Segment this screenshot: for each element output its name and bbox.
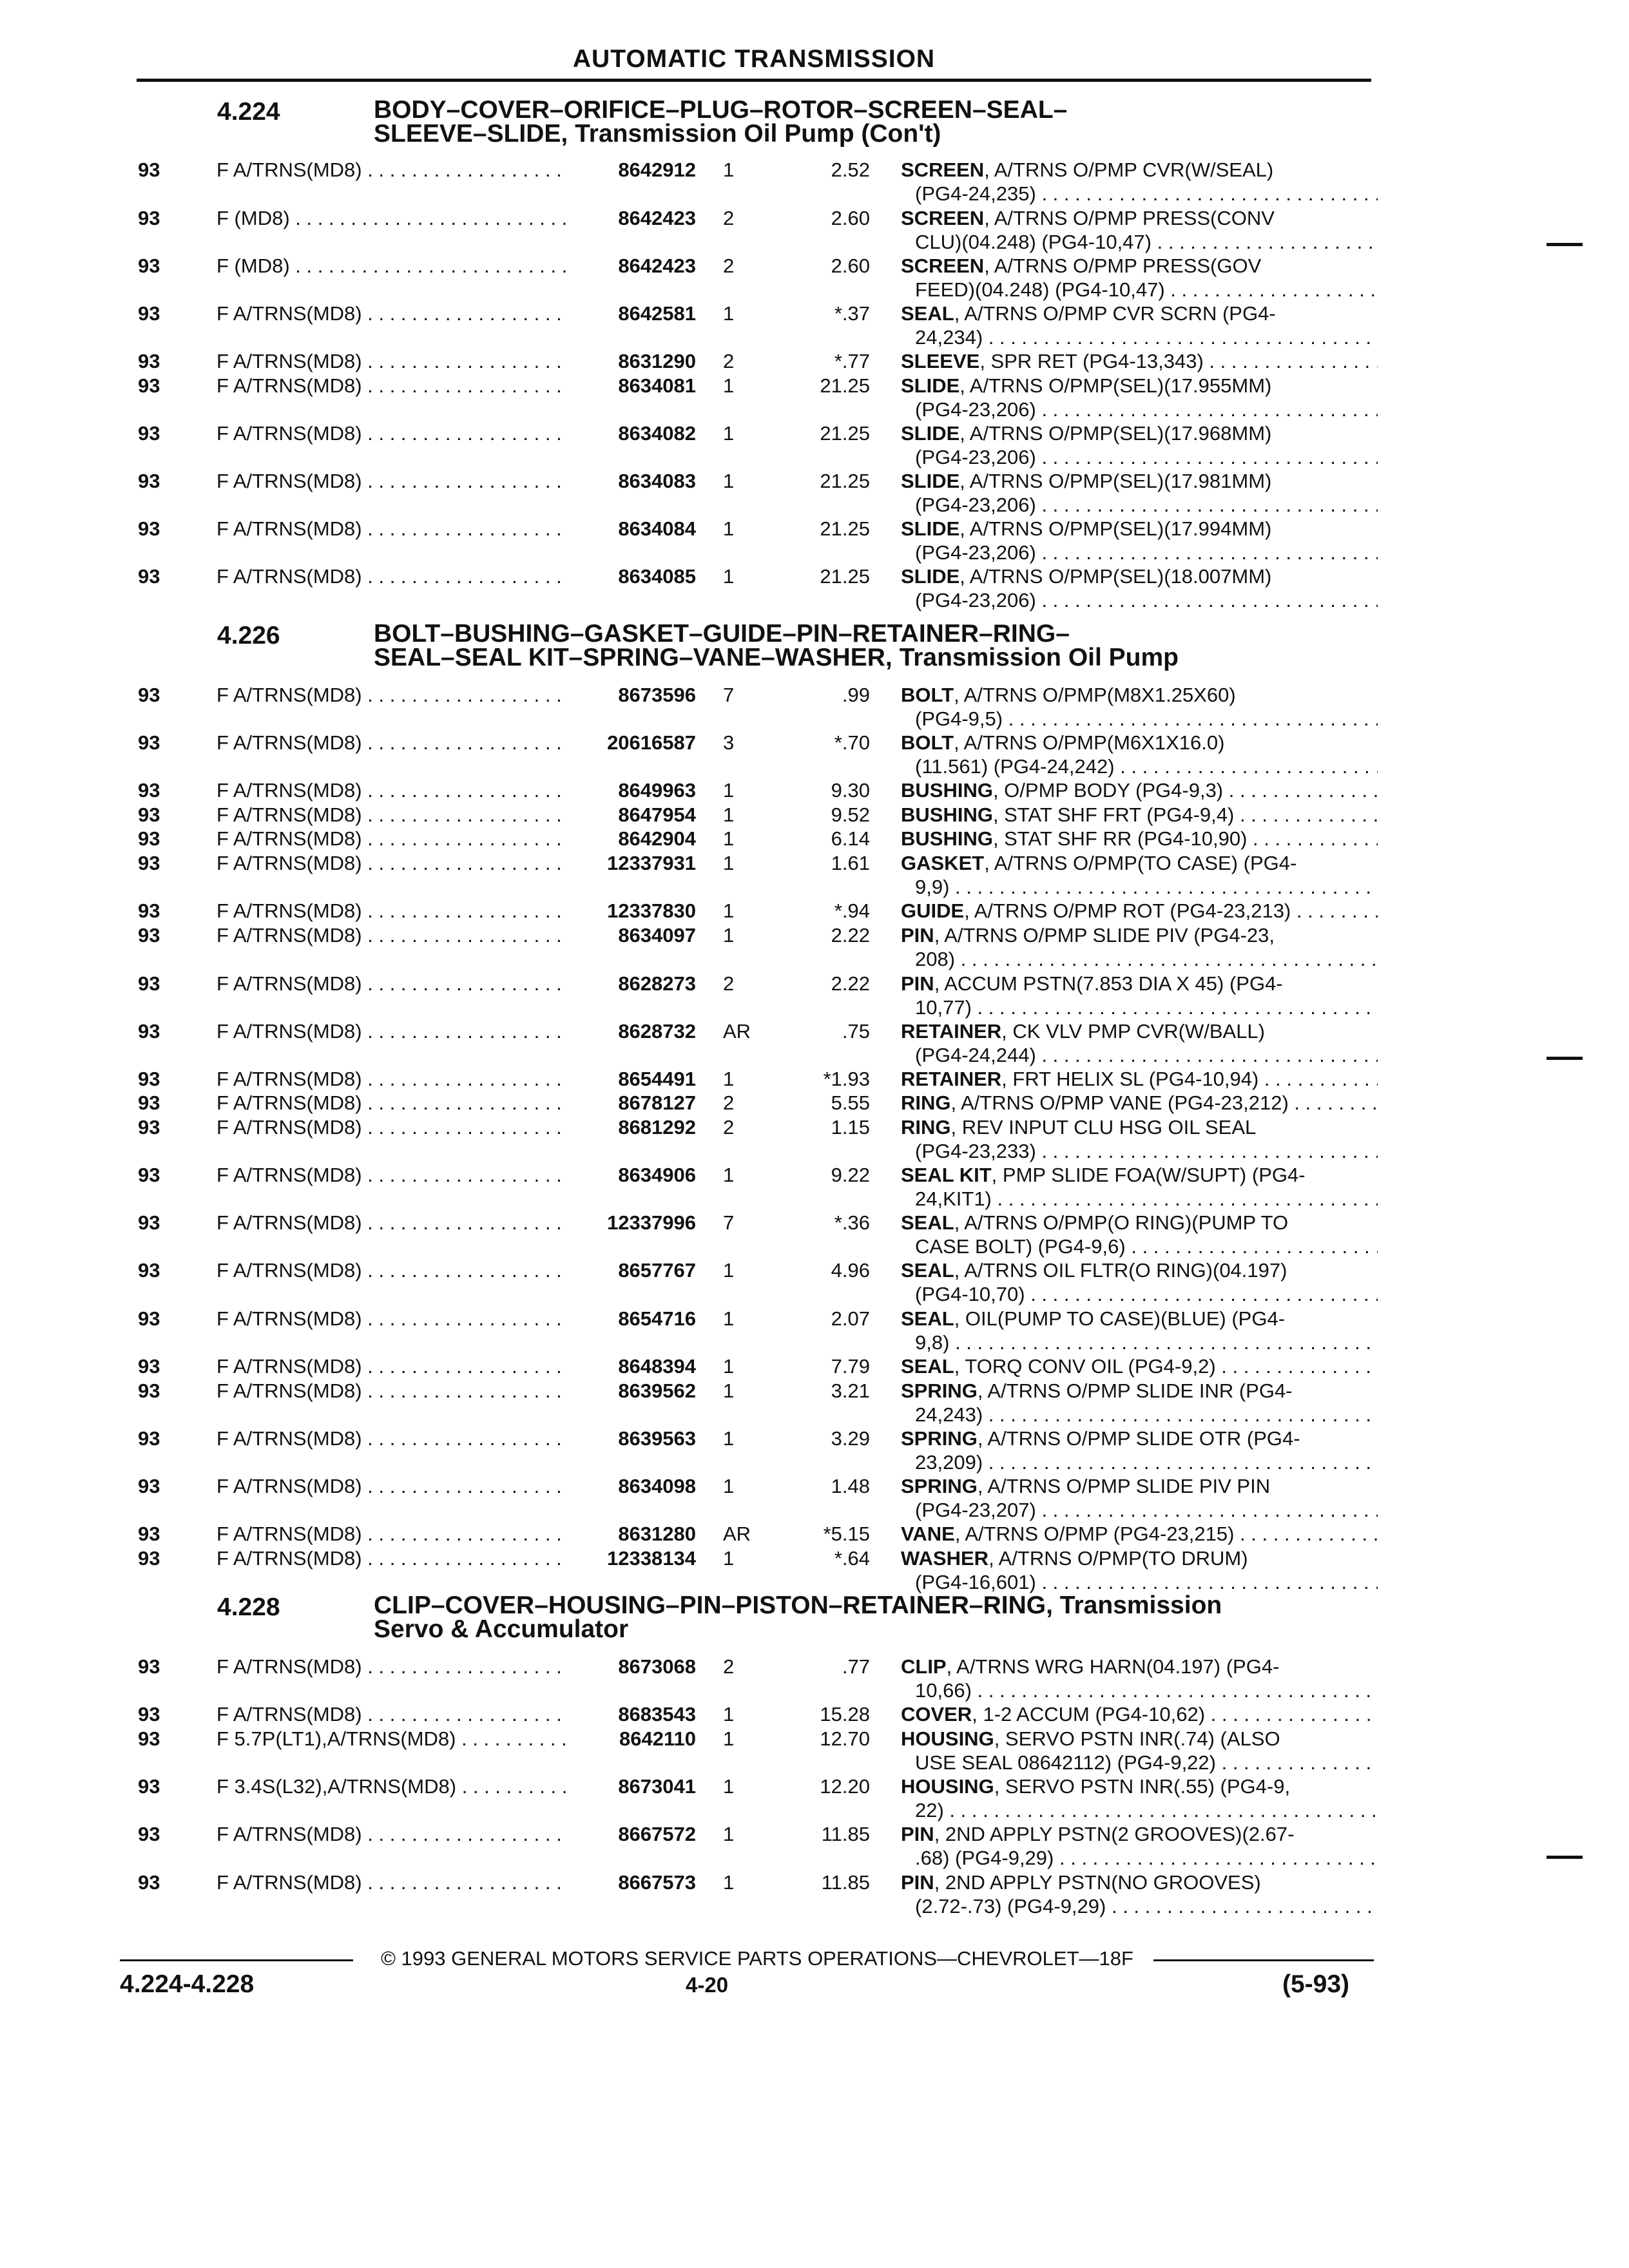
- description: SLIDE, A/TRNS O/PMP(SEL)(17.968MM): [901, 422, 1272, 445]
- description: GASKET, A/TRNS O/PMP(TO CASE) (PG4-: [901, 852, 1297, 874]
- part-number: 8657767: [618, 1259, 696, 1282]
- price: 2.07: [831, 1307, 870, 1330]
- application: F A/TRNS(MD8) . . .: [217, 972, 568, 995]
- quantity: 2: [723, 255, 735, 277]
- quantity: 1: [723, 803, 735, 826]
- price: 7.79: [831, 1355, 870, 1378]
- footer-section-range: 4.224-4.228: [120, 1970, 255, 1998]
- description: SPRING, A/TRNS O/PMP SLIDE OTR (PG4-: [901, 1427, 1300, 1450]
- quantity: 1: [723, 1475, 735, 1497]
- part-number: 8642423: [618, 207, 696, 229]
- margin-mark: [1547, 1856, 1583, 1859]
- description: PIN, 2ND APPLY PSTN(2 GROOVES)(2.67-: [901, 1823, 1295, 1845]
- price: .99: [842, 684, 870, 706]
- description-continued: (PG4-16,601) . . .: [915, 1570, 1378, 1594]
- description-continued: (PG4-23,206) . . .: [915, 588, 1378, 612]
- page-title: AUTOMATIC TRANSMISSION: [572, 45, 936, 73]
- model-year: 93: [138, 1547, 160, 1570]
- description-continued: (PG4-23,206) . . .: [915, 493, 1378, 517]
- part-number: 12337996: [607, 1211, 696, 1234]
- quantity: 1: [723, 1259, 735, 1282]
- price: *.77: [834, 350, 870, 372]
- model-year: 93: [138, 1020, 160, 1043]
- description-continued: (PG4-23,206) . . .: [915, 398, 1378, 421]
- part-number: 8648394: [618, 1355, 696, 1378]
- description-continued: 9,8) . . .: [915, 1331, 1378, 1354]
- description-continued: 24,243) . . .: [915, 1403, 1378, 1427]
- description-continued: (PG4-24,235) . . .: [915, 182, 1378, 206]
- description-continued: USE SEAL 08642112) (PG4-9,22) . . .: [915, 1751, 1378, 1774]
- quantity: 1: [723, 422, 735, 445]
- description-continued: 24,234) . . .: [915, 325, 1378, 349]
- description-continued: (PG4-23,206) . . .: [915, 541, 1378, 564]
- application: F A/TRNS(MD8) . . .: [217, 1091, 568, 1115]
- part-number: 8649963: [618, 779, 696, 802]
- price: 9.22: [831, 1164, 870, 1186]
- price: 3.29: [831, 1427, 870, 1450]
- section-title-line: BOLT–BUSHING–GASKET–GUIDE–PIN–RETAINER–RING–: [374, 620, 1070, 648]
- price: 5.55: [831, 1091, 870, 1114]
- description-continued: .68) (PG4-9,29) . . .: [915, 1846, 1378, 1870]
- model-year: 93: [138, 1116, 160, 1139]
- description: SEAL, OIL(PUMP TO CASE)(BLUE) (PG4-: [901, 1307, 1286, 1330]
- application: F A/TRNS(MD8) . . .: [217, 827, 568, 850]
- application: F A/TRNS(MD8) . . .: [217, 683, 568, 707]
- price: 1.15: [831, 1116, 870, 1139]
- model-year: 93: [138, 1379, 160, 1402]
- model-year: 93: [138, 350, 160, 372]
- part-number: 8631290: [618, 350, 696, 372]
- description-continued: (2.72-.73) (PG4-9,29) . . .: [915, 1894, 1378, 1918]
- application: F A/TRNS(MD8) . . .: [217, 1546, 568, 1570]
- model-year: 93: [138, 1775, 160, 1798]
- price: *1.93: [823, 1068, 870, 1090]
- price: *.36: [834, 1211, 870, 1234]
- margin-mark: [1547, 243, 1583, 246]
- application: F A/TRNS(MD8) . . .: [217, 517, 568, 541]
- application: F A/TRNS(MD8) . . .: [217, 374, 568, 398]
- description: COVER, 1-2 ACCUM (PG4-10,62) . . .: [901, 1702, 1378, 1726]
- quantity: 1: [723, 1703, 735, 1725]
- description: VANE, A/TRNS O/PMP (PG4-23,215) . . .: [901, 1522, 1378, 1546]
- price: 2.52: [831, 159, 870, 181]
- header-rule: [137, 79, 1371, 82]
- footer-page-number: 4-20: [686, 1973, 729, 1997]
- application: F A/TRNS(MD8) . . .: [217, 302, 568, 325]
- description-continued: CASE BOLT) (PG4-9,6) . . .: [915, 1235, 1378, 1258]
- application: F A/TRNS(MD8) . . .: [217, 1870, 568, 1894]
- part-number: 8634085: [618, 565, 696, 588]
- model-year: 93: [138, 207, 160, 229]
- application: F A/TRNS(MD8) . . .: [217, 564, 568, 588]
- price: *5.15: [823, 1523, 870, 1545]
- description: SEAL, A/TRNS O/PMP(O RING)(PUMP TO: [901, 1211, 1289, 1234]
- part-number: 8647954: [618, 803, 696, 826]
- application: F 5.7P(LT1),A/TRNS(MD8) . . .: [217, 1727, 568, 1751]
- description: BUSHING, STAT SHF RR (PG4-10,90) . . .: [901, 827, 1378, 850]
- price: 1.48: [831, 1475, 870, 1497]
- model-year: 93: [138, 422, 160, 445]
- description-continued: (PG4-23,207) . . .: [915, 1498, 1378, 1522]
- model-year: 93: [138, 852, 160, 874]
- description-continued: 24,KIT1) . . .: [915, 1187, 1378, 1211]
- footer-copyright: © 1993 GENERAL MOTORS SERVICE PARTS OPERATIONS—CHEVROLET—18F: [381, 1947, 1133, 1970]
- description: GUIDE, A/TRNS O/PMP ROT (PG4-23,213) . . .: [901, 899, 1378, 923]
- quantity: 1: [723, 852, 735, 874]
- description-continued: (PG4-10,70) . . .: [915, 1282, 1378, 1306]
- price: *.94: [834, 899, 870, 922]
- margin-mark: [1547, 1057, 1583, 1060]
- description-continued: 9,9) . . .: [915, 875, 1378, 899]
- section-title-line: SLEEVE–SLIDE, Transmission Oil Pump (Con't): [374, 120, 941, 148]
- application: F A/TRNS(MD8) . . .: [217, 1211, 568, 1235]
- section-title-line: BODY–COVER–ORIFICE–PLUG–ROTOR–SCREEN–SEAL–: [374, 96, 1068, 124]
- quantity: 1: [723, 1427, 735, 1450]
- description-continued: CLU)(04.248) (PG4-10,47) . . .: [915, 230, 1378, 254]
- footer-rule-right: [1153, 1959, 1374, 1961]
- description: HOUSING, SERVO PSTN INR(.55) (PG4-9,: [901, 1775, 1291, 1798]
- model-year: 93: [138, 1655, 160, 1678]
- description: SEAL, TORQ CONV OIL (PG4-9,2) . . .: [901, 1354, 1378, 1378]
- section-title: [374, 98, 1379, 146]
- application: F A/TRNS(MD8) . . .: [217, 1379, 568, 1403]
- price: 12.20: [820, 1775, 870, 1798]
- description-continued: (PG4-23,233) . . .: [915, 1139, 1378, 1163]
- section-number: 4.226: [217, 622, 280, 649]
- description-continued: (PG4-9,5) . . .: [915, 707, 1378, 731]
- quantity: 1: [723, 1379, 735, 1402]
- description: SLIDE, A/TRNS O/PMP(SEL)(17.994MM): [901, 517, 1272, 540]
- description: RING, REV INPUT CLU HSG OIL SEAL: [901, 1116, 1257, 1139]
- description: RETAINER, FRT HELIX SL (PG4-10,94) . . .: [901, 1067, 1378, 1091]
- model-year: 93: [138, 255, 160, 277]
- part-number: 8628273: [618, 972, 696, 995]
- price: 11.85: [821, 1823, 870, 1845]
- description-continued: 10,66) . . .: [915, 1678, 1378, 1702]
- model-year: 93: [138, 779, 160, 802]
- model-year: 93: [138, 1211, 160, 1234]
- description: SEAL, A/TRNS O/PMP CVR SCRN (PG4-: [901, 302, 1276, 325]
- price: 15.28: [820, 1703, 870, 1725]
- model-year: 93: [138, 1307, 160, 1330]
- price: 21.25: [820, 422, 870, 445]
- price: *.64: [834, 1547, 870, 1570]
- part-number: 12338134: [607, 1547, 696, 1570]
- quantity: 1: [723, 1547, 735, 1570]
- quantity: 2: [723, 972, 735, 995]
- description: BUSHING, STAT SHF FRT (PG4-9,4) . . .: [901, 803, 1378, 827]
- section-number: 4.224: [217, 98, 280, 126]
- quantity: 1: [723, 159, 735, 181]
- application: F A/TRNS(MD8) . . .: [217, 1258, 568, 1282]
- price: *.37: [834, 302, 870, 325]
- description: PIN, ACCUM PSTN(7.853 DIA X 45) (PG4-: [901, 972, 1283, 995]
- description: RING, A/TRNS O/PMP VANE (PG4-23,212) . . .: [901, 1091, 1378, 1115]
- part-number: 8678127: [618, 1091, 696, 1114]
- description: SEAL KIT, PMP SLIDE FOA(W/SUPT) (PG4-: [901, 1164, 1306, 1186]
- description: SLEEVE, SPR RET (PG4-13,343) . . .: [901, 349, 1378, 373]
- quantity: 1: [723, 1068, 735, 1090]
- section-number: 4.228: [217, 1593, 280, 1621]
- quantity: 2: [723, 1655, 735, 1678]
- description: SEAL, A/TRNS OIL FLTR(O RING)(04.197): [901, 1259, 1287, 1282]
- part-number: 8642912: [618, 159, 696, 181]
- part-number: 8634097: [618, 924, 696, 947]
- quantity: 1: [723, 374, 735, 397]
- model-year: 93: [138, 1164, 160, 1186]
- application: F A/TRNS(MD8) . . .: [217, 1702, 568, 1726]
- description: BOLT, A/TRNS O/PMP(M8X1.25X60): [901, 684, 1236, 706]
- description: CLIP, A/TRNS WRG HARN(04.197) (PG4-: [901, 1655, 1280, 1678]
- part-number: 8634906: [618, 1164, 696, 1186]
- model-year: 93: [138, 1355, 160, 1378]
- application: F (MD8) . . .: [217, 206, 568, 230]
- quantity: 1: [723, 1307, 735, 1330]
- part-number: 8631280: [618, 1523, 696, 1545]
- application: F A/TRNS(MD8) . . .: [217, 1522, 568, 1546]
- description-continued: FEED)(04.248) (PG4-10,47) . . .: [915, 278, 1378, 302]
- application: F A/TRNS(MD8) . . .: [217, 349, 568, 373]
- part-number: 8634084: [618, 517, 696, 540]
- part-number: 12337830: [607, 899, 696, 922]
- part-number: 8673041: [618, 1775, 696, 1798]
- quantity: AR: [723, 1020, 751, 1043]
- description: SLIDE, A/TRNS O/PMP(SEL)(17.955MM): [901, 374, 1272, 397]
- quantity: 1: [723, 1727, 735, 1750]
- description: BOLT, A/TRNS O/PMP(M6X1X16.0): [901, 731, 1225, 754]
- price: 2.22: [831, 924, 870, 947]
- quantity: 1: [723, 1775, 735, 1798]
- quantity: 1: [723, 924, 735, 947]
- description: BUSHING, O/PMP BODY (PG4-9,3) . . .: [901, 778, 1378, 802]
- model-year: 93: [138, 517, 160, 540]
- application: F A/TRNS(MD8) . . .: [217, 158, 568, 182]
- model-year: 93: [138, 899, 160, 922]
- application: F A/TRNS(MD8) . . .: [217, 851, 568, 875]
- price: 6.14: [831, 827, 870, 850]
- section-title-line: CLIP–COVER–HOUSING–PIN–PISTON–RETAINER–RING, Transmission: [374, 1591, 1222, 1619]
- quantity: 7: [723, 684, 735, 706]
- model-year: 93: [138, 302, 160, 325]
- application: F A/TRNS(MD8) . . .: [217, 1163, 568, 1187]
- price: 11.85: [821, 1871, 870, 1894]
- model-year: 93: [138, 731, 160, 754]
- description-continued: (PG4-24,244) . . .: [915, 1043, 1378, 1067]
- model-year: 93: [138, 1475, 160, 1497]
- description: SPRING, A/TRNS O/PMP SLIDE PIV PIN: [901, 1475, 1271, 1497]
- section-title-line: Servo & Accumulator: [374, 1615, 629, 1643]
- part-number: 8642423: [618, 255, 696, 277]
- part-number: 8634083: [618, 470, 696, 492]
- application: F A/TRNS(MD8) . . .: [217, 1427, 568, 1450]
- part-number: 8673068: [618, 1655, 696, 1678]
- footer-edition: (5-93): [1282, 1970, 1350, 1998]
- application: F A/TRNS(MD8) . . .: [217, 899, 568, 923]
- application: F A/TRNS(MD8) . . .: [217, 923, 568, 947]
- quantity: 2: [723, 1116, 735, 1139]
- model-year: 93: [138, 159, 160, 181]
- model-year: 93: [138, 803, 160, 826]
- part-number: 8634081: [618, 374, 696, 397]
- application: F 3.4S(L32),A/TRNS(MD8) . . .: [217, 1774, 568, 1798]
- description: SCREEN, A/TRNS O/PMP PRESS(CONV: [901, 207, 1275, 229]
- description-continued: 22) . . .: [915, 1798, 1378, 1822]
- model-year: 93: [138, 1823, 160, 1845]
- description-continued: 208) . . .: [915, 947, 1378, 971]
- quantity: 2: [723, 1091, 735, 1114]
- application: F A/TRNS(MD8) . . .: [217, 1307, 568, 1331]
- model-year: 93: [138, 1091, 160, 1114]
- price: .77: [842, 1655, 870, 1678]
- quantity: 3: [723, 731, 735, 754]
- part-number: 12337931: [607, 852, 696, 874]
- part-number: 8654491: [618, 1068, 696, 1090]
- quantity: 1: [723, 470, 735, 492]
- application: F A/TRNS(MD8) . . .: [217, 1474, 568, 1498]
- quantity: 1: [723, 517, 735, 540]
- part-number: 8642110: [619, 1727, 696, 1750]
- description: SLIDE, A/TRNS O/PMP(SEL)(18.007MM): [901, 565, 1272, 588]
- model-year: 93: [138, 374, 160, 397]
- model-year: 93: [138, 1068, 160, 1090]
- quantity: 2: [723, 350, 735, 372]
- model-year: 93: [138, 470, 160, 492]
- price: 1.61: [831, 852, 870, 874]
- part-number: 8642904: [618, 827, 696, 850]
- application: F A/TRNS(MD8) . . .: [217, 731, 568, 754]
- part-number: 8639562: [618, 1379, 696, 1402]
- quantity: 2: [723, 207, 735, 229]
- model-year: 93: [138, 1259, 160, 1282]
- model-year: 93: [138, 684, 160, 706]
- description-continued: 23,209) . . .: [915, 1450, 1378, 1474]
- application: F A/TRNS(MD8) . . .: [217, 803, 568, 827]
- part-number: 8642581: [618, 302, 696, 325]
- model-year: 93: [138, 1703, 160, 1725]
- price: 21.25: [820, 470, 870, 492]
- quantity: AR: [723, 1523, 751, 1545]
- quantity: 1: [723, 827, 735, 850]
- footer-rule-left: [120, 1959, 353, 1961]
- price: 21.25: [820, 565, 870, 588]
- section-title: [374, 622, 1379, 669]
- application: F A/TRNS(MD8) . . .: [217, 1822, 568, 1846]
- description-continued: (11.561) (PG4-24,242) . . .: [915, 754, 1378, 778]
- price: 12.70: [820, 1727, 870, 1750]
- description-continued: 10,77) . . .: [915, 995, 1378, 1019]
- application: F A/TRNS(MD8) . . .: [217, 1655, 568, 1678]
- application: F A/TRNS(MD8) . . .: [217, 1115, 568, 1139]
- model-year: 93: [138, 1871, 160, 1894]
- quantity: 1: [723, 899, 735, 922]
- quantity: 1: [723, 302, 735, 325]
- model-year: 93: [138, 565, 160, 588]
- description: PIN, 2ND APPLY PSTN(NO GROOVES): [901, 1871, 1261, 1894]
- price: 2.22: [831, 972, 870, 995]
- model-year: 93: [138, 827, 160, 850]
- description: SCREEN, A/TRNS O/PMP PRESS(GOV: [901, 255, 1262, 277]
- quantity: 1: [723, 779, 735, 802]
- application: F A/TRNS(MD8) . . .: [217, 469, 568, 493]
- price: .75: [842, 1020, 870, 1043]
- price: 9.52: [831, 803, 870, 826]
- section-title: [374, 1593, 1379, 1641]
- quantity: 1: [723, 1871, 735, 1894]
- application: F (MD8) . . .: [217, 254, 568, 278]
- description: WASHER, A/TRNS O/PMP(TO DRUM): [901, 1547, 1248, 1570]
- model-year: 93: [138, 1427, 160, 1450]
- model-year: 93: [138, 1523, 160, 1545]
- description: HOUSING, SERVO PSTN INR(.74) (ALSO: [901, 1727, 1280, 1750]
- part-number: 8667573: [618, 1871, 696, 1894]
- price: 2.60: [831, 207, 870, 229]
- quantity: 1: [723, 1355, 735, 1378]
- application: F A/TRNS(MD8) . . .: [217, 1354, 568, 1378]
- description: SCREEN, A/TRNS O/PMP CVR(W/SEAL): [901, 159, 1274, 181]
- application: F A/TRNS(MD8) . . .: [217, 1067, 568, 1091]
- price: 21.25: [820, 517, 870, 540]
- description: RETAINER, CK VLV PMP CVR(W/BALL): [901, 1020, 1265, 1043]
- application: F A/TRNS(MD8) . . .: [217, 421, 568, 445]
- part-number: 8667572: [618, 1823, 696, 1845]
- application: F A/TRNS(MD8) . . .: [217, 1019, 568, 1043]
- part-number: 20616587: [607, 731, 696, 754]
- description: SPRING, A/TRNS O/PMP SLIDE INR (PG4-: [901, 1379, 1293, 1402]
- part-number: 8681292: [618, 1116, 696, 1139]
- quantity: 1: [723, 565, 735, 588]
- price: 2.60: [831, 255, 870, 277]
- part-number: 8683543: [618, 1703, 696, 1725]
- part-number: 8654716: [618, 1307, 696, 1330]
- part-number: 8634098: [618, 1475, 696, 1497]
- description: SLIDE, A/TRNS O/PMP(SEL)(17.981MM): [901, 470, 1272, 492]
- description-continued: (PG4-23,206) . . .: [915, 445, 1378, 469]
- model-year: 93: [138, 924, 160, 947]
- part-number: 8639563: [618, 1427, 696, 1450]
- part-number: 8634082: [618, 422, 696, 445]
- quantity: 7: [723, 1211, 735, 1234]
- quantity: 1: [723, 1164, 735, 1186]
- price: *.70: [834, 731, 870, 754]
- price: 4.96: [831, 1259, 870, 1282]
- model-year: 93: [138, 972, 160, 995]
- price: 9.30: [831, 779, 870, 802]
- section-title-line: SEAL–SEAL KIT–SPRING–VANE–WASHER, Transmission Oil Pump: [374, 644, 1179, 671]
- description: PIN, A/TRNS O/PMP SLIDE PIV (PG4-23,: [901, 924, 1275, 947]
- part-number: 8628732: [618, 1020, 696, 1043]
- price: 3.21: [831, 1379, 870, 1402]
- price: 21.25: [820, 374, 870, 397]
- part-number: 8673596: [618, 684, 696, 706]
- model-year: 93: [138, 1727, 160, 1750]
- quantity: 1: [723, 1823, 735, 1845]
- application: F A/TRNS(MD8) . . .: [217, 778, 568, 802]
